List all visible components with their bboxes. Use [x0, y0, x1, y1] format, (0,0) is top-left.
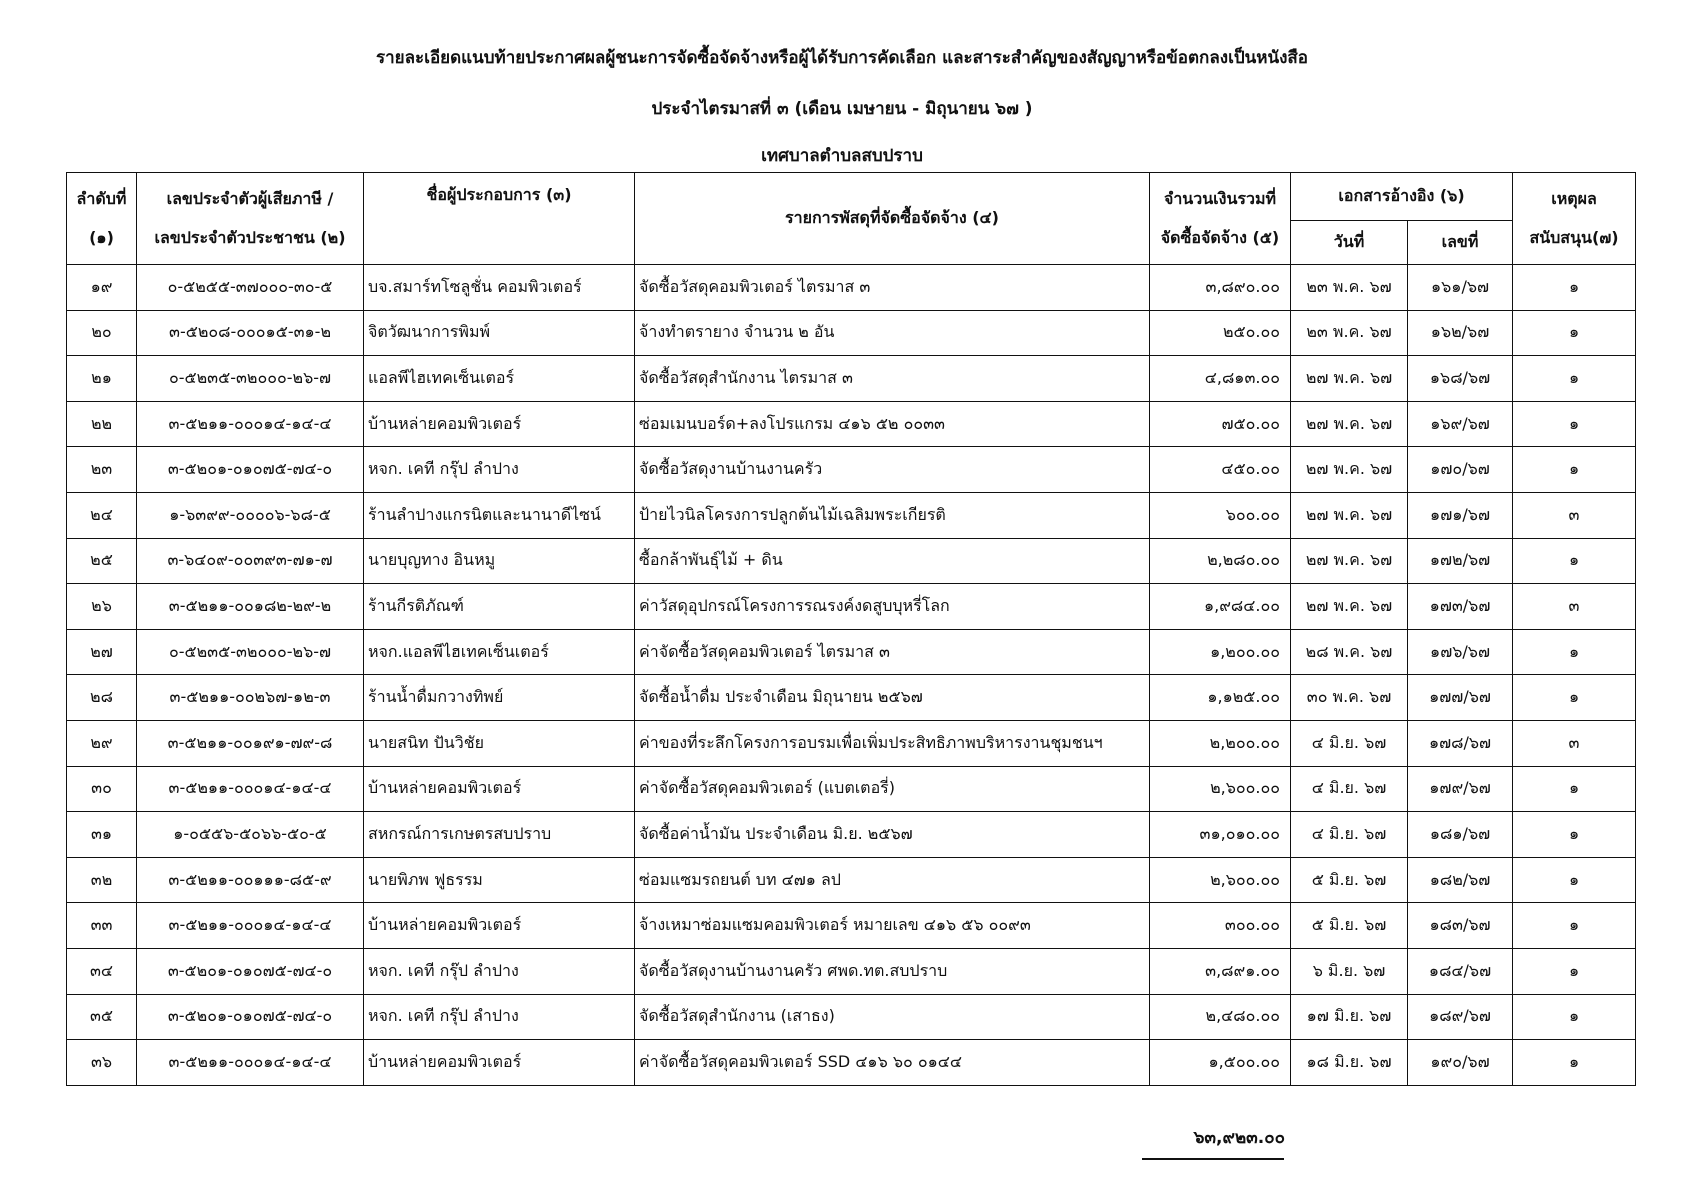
cell-amount: ๗๕๐.๐๐ — [1150, 401, 1291, 447]
cell-taxid: ๓-๕๒๐๑-๐๑๐๗๕-๗๔-๐ — [137, 948, 364, 994]
cell-amount: ๓,๘๙๐.๐๐ — [1150, 265, 1291, 311]
cell-no: ๓๕ — [67, 994, 137, 1040]
cell-reason: ๑ — [1513, 629, 1636, 675]
cell-taxid: ๓-๖๔๐๙-๐๐๓๙๓-๗๑-๗ — [137, 538, 364, 584]
header-amount: จำนวนเงินรวมที่ จัดซื้อจัดจ้าง (๕) — [1150, 173, 1291, 265]
cell-date: ๒๓ พ.ค. ๖๗ — [1291, 265, 1408, 311]
cell-amount: ๓,๘๙๑.๐๐ — [1150, 948, 1291, 994]
cell-vendor: แอลพีไฮเทคเซ็นเตอร์ — [364, 356, 635, 402]
cell-reason: ๑ — [1513, 401, 1636, 447]
cell-number: ๑๗๖/๖๗ — [1408, 629, 1513, 675]
cell-no: ๒๗ — [67, 629, 137, 675]
cell-item: จ้างเหมาซ่อมแซมคอมพิวเตอร์ หมายเลข ๔๑๖ ๕๖ ๐๐๙๓ — [635, 903, 1150, 949]
grand-total: ๖๓,๙๒๓.๐๐ — [1193, 1128, 1285, 1148]
cell-item: จัดซื้อน้ำดื่ม ประจำเดือน มิถุนายน ๒๕๖๗ — [635, 675, 1150, 721]
cell-vendor: บจ.สมาร์ทโซลูชั่น คอมพิวเตอร์ — [364, 265, 635, 311]
cell-vendor: ร้านลำปางแกรนิตและนานาดีไซน์ — [364, 492, 635, 538]
table-row — [67, 538, 1636, 584]
cell-no: ๓๒ — [67, 857, 137, 903]
cell-amount: ๒,๔๘๐.๐๐ — [1150, 994, 1291, 1040]
cell-number: ๑๖๑/๖๗ — [1408, 265, 1513, 311]
cell-date: ๒๗ พ.ค. ๖๗ — [1291, 492, 1408, 538]
table-row — [67, 492, 1636, 538]
header-reason: เหตุผล สนับสนุน(๗) — [1513, 173, 1636, 265]
cell-vendor: ร้านกีรติภัณฑ์ — [364, 584, 635, 630]
table-row — [67, 629, 1636, 675]
cell-number: ๑๗๐/๖๗ — [1408, 447, 1513, 493]
cell-date: ๔ มิ.ย. ๖๗ — [1291, 720, 1408, 766]
cell-no: ๓๑ — [67, 812, 137, 858]
cell-item: จัดซื้อวัสดุคอมพิวเตอร์ ไตรมาส ๓ — [635, 265, 1150, 311]
total-underline — [1142, 1158, 1284, 1160]
cell-date: ๒๗ พ.ค. ๖๗ — [1291, 538, 1408, 584]
cell-reason: ๑ — [1513, 1040, 1636, 1086]
cell-number: ๑๙๐/๖๗ — [1408, 1040, 1513, 1086]
cell-vendor: หจก. เคที กรุ๊ป ลำปาง — [364, 994, 635, 1040]
cell-amount: ๒,๖๐๐.๐๐ — [1150, 766, 1291, 812]
cell-number: ๑๗๘/๖๗ — [1408, 720, 1513, 766]
cell-number: ๑๗๗/๖๗ — [1408, 675, 1513, 721]
cell-vendor: บ้านหล่ายคอมพิวเตอร์ — [364, 1040, 635, 1086]
cell-no: ๓๔ — [67, 948, 137, 994]
cell-reason: ๑ — [1513, 766, 1636, 812]
cell-number: ๑๘๓/๖๗ — [1408, 903, 1513, 949]
cell-amount: ๖๐๐.๐๐ — [1150, 492, 1291, 538]
cell-taxid: ๓-๕๒๑๑-๐๐๐๑๔-๑๔-๔ — [137, 903, 364, 949]
table-row — [67, 310, 1636, 356]
table-row — [67, 766, 1636, 812]
cell-item: จัดซื้อวัสดุงานบ้านงานครัว ศพด.ทต.สบปราบ — [635, 948, 1150, 994]
cell-vendor: จิตวัฒนาการพิมพ์ — [364, 310, 635, 356]
cell-item: จัดซื้อค่าน้ำมัน ประจำเดือน มิ.ย. ๒๕๖๗ — [635, 812, 1150, 858]
cell-number: ๑๖๙/๖๗ — [1408, 401, 1513, 447]
cell-amount: ๒,๒๐๐.๐๐ — [1150, 720, 1291, 766]
cell-date: ๒๓ พ.ค. ๖๗ — [1291, 310, 1408, 356]
cell-date: ๔ มิ.ย. ๖๗ — [1291, 812, 1408, 858]
cell-vendor: นายสนิท ปันวิชัย — [364, 720, 635, 766]
cell-reason: ๓ — [1513, 720, 1636, 766]
cell-reason: ๑ — [1513, 265, 1636, 311]
cell-item: ซ่อมแซมรถยนต์ บท ๔๗๑ ลป — [635, 857, 1150, 903]
cell-taxid: ๓-๕๒๐๑-๐๑๐๗๕-๗๔-๐ — [137, 994, 364, 1040]
table-body — [67, 265, 1636, 1086]
table-row — [67, 401, 1636, 447]
cell-amount: ๔๕๐.๐๐ — [1150, 447, 1291, 493]
table-row — [67, 675, 1636, 721]
cell-number: ๑๖๘/๖๗ — [1408, 356, 1513, 402]
cell-reason: ๑ — [1513, 857, 1636, 903]
table-row — [67, 994, 1636, 1040]
procurement-table — [66, 172, 1636, 1086]
cell-date: ๑๘ มิ.ย. ๖๗ — [1291, 1040, 1408, 1086]
cell-reason: ๑ — [1513, 812, 1636, 858]
header-date: วันที่ — [1291, 221, 1408, 265]
cell-item: ซ่อมเมนบอร์ด+ลงโปรแกรม ๔๑๖ ๕๒ ๐๐๓๓ — [635, 401, 1150, 447]
cell-reason: ๓ — [1513, 492, 1636, 538]
cell-number: ๑๘๑/๖๗ — [1408, 812, 1513, 858]
cell-number: ๑๗๑/๖๗ — [1408, 492, 1513, 538]
cell-item: จัดซื้อวัสดุสำนักงาน (เสาธง) — [635, 994, 1150, 1040]
cell-item: จัดซื้อวัสดุสำนักงาน ไตรมาส ๓ — [635, 356, 1150, 402]
header-ref-doc: เอกสารอ้างอิง (๖) — [1291, 173, 1513, 221]
table-row — [67, 812, 1636, 858]
cell-no: ๒๙ — [67, 720, 137, 766]
cell-amount: ๔,๘๑๓.๐๐ — [1150, 356, 1291, 402]
cell-reason: ๑ — [1513, 356, 1636, 402]
cell-taxid: ๐-๕๒๕๕-๓๗๐๐๐-๓๐-๕ — [137, 265, 364, 311]
cell-item: ค่าจัดซื้อวัสดุคอมพิวเตอร์ ไตรมาส ๓ — [635, 629, 1150, 675]
cell-reason: ๑ — [1513, 948, 1636, 994]
cell-date: ๒๗ พ.ค. ๖๗ — [1291, 447, 1408, 493]
cell-number: ๑๘๙/๖๗ — [1408, 994, 1513, 1040]
header-vendor: ชื่อผู้ประกอบการ (๓) — [364, 173, 635, 265]
cell-vendor: นายบุญทาง อินหมู — [364, 538, 635, 584]
cell-vendor: บ้านหล่ายคอมพิวเตอร์ — [364, 903, 635, 949]
table-row — [67, 720, 1636, 766]
table-row — [67, 1040, 1636, 1086]
cell-no: ๓๐ — [67, 766, 137, 812]
cell-date: ๖ มิ.ย. ๖๗ — [1291, 948, 1408, 994]
cell-taxid: ๐-๕๒๓๕-๓๒๐๐๐-๒๖-๗ — [137, 356, 364, 402]
table-row — [67, 903, 1636, 949]
cell-date: ๒๗ พ.ค. ๖๗ — [1291, 356, 1408, 402]
cell-vendor: ร้านน้ำดื่มกวางทิพย์ — [364, 675, 635, 721]
cell-amount: ๑,๙๘๔.๐๐ — [1150, 584, 1291, 630]
table-row — [67, 356, 1636, 402]
cell-item: ค่าวัสดุอุปกรณ์โครงการรณรงค์งดสูบบุหรี่โลก — [635, 584, 1150, 630]
cell-no: ๒๘ — [67, 675, 137, 721]
header-item: รายการพัสดุที่จัดซื้อจัดจ้าง (๔) — [635, 173, 1150, 265]
document-title: รายละเอียดแนบท้ายประกาศผลผู้ชนะการจัดซื้อจัดจ้างหรือผู้ได้รับการคัดเลือก และสาระสำคัญของสัญญาหรือข้อตกลงเป็นหนังสือ — [375, 48, 1309, 68]
cell-amount: ๑,๒๐๐.๐๐ — [1150, 629, 1291, 675]
cell-taxid: ๓-๕๒๑๑-๐๐๒๖๗-๑๒-๓ — [137, 675, 364, 721]
cell-amount: ๒,๒๘๐.๐๐ — [1150, 538, 1291, 584]
cell-number: ๑๖๒/๖๗ — [1408, 310, 1513, 356]
cell-taxid: ๓-๕๒๑๑-๐๐๑๙๑-๗๙-๘ — [137, 720, 364, 766]
cell-no: ๓๖ — [67, 1040, 137, 1086]
cell-no: ๒๖ — [67, 584, 137, 630]
cell-date: ๒๗ พ.ค. ๖๗ — [1291, 584, 1408, 630]
cell-taxid: ๑-๖๓๙๙-๐๐๐๐๖-๖๘-๕ — [137, 492, 364, 538]
cell-date: ๕ มิ.ย. ๖๗ — [1291, 857, 1408, 903]
cell-item: จัดซื้อวัสดุงานบ้านงานครัว — [635, 447, 1150, 493]
table-row — [67, 265, 1636, 311]
cell-number: ๑๗๒/๖๗ — [1408, 538, 1513, 584]
table-row — [67, 584, 1636, 630]
cell-date: ๔ มิ.ย. ๖๗ — [1291, 766, 1408, 812]
cell-no: ๑๙ — [67, 265, 137, 311]
cell-no: ๒๐ — [67, 310, 137, 356]
cell-reason: ๑ — [1513, 447, 1636, 493]
cell-number: ๑๗๙/๖๗ — [1408, 766, 1513, 812]
cell-taxid: ๓-๕๒๑๑-๐๐๐๑๔-๑๔-๔ — [137, 401, 364, 447]
cell-vendor: หจก.แอลพีไฮเทคเซ็นเตอร์ — [364, 629, 635, 675]
cell-reason: ๑ — [1513, 675, 1636, 721]
cell-item: ซื้อกล้าพันธุ์ไม้ + ดิน — [635, 538, 1150, 584]
cell-amount: ๒,๖๐๐.๐๐ — [1150, 857, 1291, 903]
cell-date: ๕ มิ.ย. ๖๗ — [1291, 903, 1408, 949]
cell-number: ๑๗๓/๖๗ — [1408, 584, 1513, 630]
cell-number: ๑๘๒/๖๗ — [1408, 857, 1513, 903]
cell-amount: ๑,๕๐๐.๐๐ — [1150, 1040, 1291, 1086]
cell-amount: ๑,๑๒๕.๐๐ — [1150, 675, 1291, 721]
cell-reason: ๓ — [1513, 584, 1636, 630]
cell-amount: ๒๕๐.๐๐ — [1150, 310, 1291, 356]
cell-item: ค่าของที่ระลึกโครงการอบรมเพื่อเพิ่มประสิทธิภาพบริหารงานชุมชนฯ — [635, 720, 1150, 766]
cell-vendor: หจก. เคที กรุ๊ป ลำปาง — [364, 447, 635, 493]
table-row — [67, 948, 1636, 994]
cell-no: ๓๓ — [67, 903, 137, 949]
cell-reason: ๑ — [1513, 538, 1636, 584]
organization-name: เทศบาลตำบลสบปราบ — [761, 146, 923, 166]
header-taxid: เลขประจำตัวผู้เสียภาษี / เลขประจำตัวประชาชน (๒) — [137, 173, 364, 265]
cell-no: ๒๓ — [67, 447, 137, 493]
cell-amount: ๓๐๐.๐๐ — [1150, 903, 1291, 949]
cell-taxid: ๓-๕๒๑๑-๐๐๑๑๑-๘๕-๙ — [137, 857, 364, 903]
cell-taxid: ๑-๐๕๕๖-๕๐๖๖-๕๐-๕ — [137, 812, 364, 858]
cell-vendor: หจก. เคที กรุ๊ป ลำปาง — [364, 948, 635, 994]
cell-vendor: บ้านหล่ายคอมพิวเตอร์ — [364, 401, 635, 447]
cell-taxid: ๓-๕๒๑๑-๐๐๐๑๔-๑๔-๔ — [137, 1040, 364, 1086]
cell-vendor: สหกรณ์การเกษตรสบปราบ — [364, 812, 635, 858]
cell-vendor: นายพิภพ ฟูธรรม — [364, 857, 635, 903]
cell-date: ๑๗ มิ.ย. ๖๗ — [1291, 994, 1408, 1040]
cell-number: ๑๘๔/๖๗ — [1408, 948, 1513, 994]
cell-item: ป้ายไวนิลโครงการปลูกต้นไม้เฉลิมพระเกียรติ — [635, 492, 1150, 538]
cell-no: ๒๒ — [67, 401, 137, 447]
cell-vendor: บ้านหล่ายคอมพิวเตอร์ — [364, 766, 635, 812]
quarter-subtitle: ประจำไตรมาสที่ ๓ (เดือน เมษายน - มิถุนายน ๖๗ ) — [651, 99, 1033, 119]
table-row — [67, 857, 1636, 903]
cell-taxid: ๓-๕๒๐๑-๐๑๐๗๕-๗๔-๐ — [137, 447, 364, 493]
cell-taxid: ๐-๕๒๓๕-๓๒๐๐๐-๒๖-๗ — [137, 629, 364, 675]
header-number: เลขที่ — [1408, 221, 1513, 265]
cell-no: ๒๑ — [67, 356, 137, 402]
cell-reason: ๑ — [1513, 994, 1636, 1040]
cell-taxid: ๓-๕๒๑๑-๐๐๑๘๒-๒๙-๒ — [137, 584, 364, 630]
header-no: ลำดับที่ (๑) — [67, 173, 137, 265]
cell-reason: ๑ — [1513, 310, 1636, 356]
cell-no: ๒๕ — [67, 538, 137, 584]
cell-date: ๒๘ พ.ค. ๖๗ — [1291, 629, 1408, 675]
cell-taxid: ๓-๕๒๐๘-๐๐๐๑๕-๓๑-๒ — [137, 310, 364, 356]
cell-date: ๒๗ พ.ค. ๖๗ — [1291, 401, 1408, 447]
cell-date: ๓๐ พ.ค. ๖๗ — [1291, 675, 1408, 721]
cell-item: จ้างทำตรายาง จำนวน ๒ อัน — [635, 310, 1150, 356]
cell-item: ค่าจัดซื้อวัสดุคอมพิวเตอร์ (แบตเตอรี่) — [635, 766, 1150, 812]
table-row — [67, 447, 1636, 493]
cell-reason: ๑ — [1513, 903, 1636, 949]
cell-no: ๒๔ — [67, 492, 137, 538]
cell-amount: ๓๑,๐๑๐.๐๐ — [1150, 812, 1291, 858]
cell-item: ค่าจัดซื้อวัสดุคอมพิวเตอร์ SSD ๔๑๖ ๖๐ ๐๑๔๔ — [635, 1040, 1150, 1086]
cell-taxid: ๓-๕๒๑๑-๐๐๐๑๔-๑๔-๔ — [137, 766, 364, 812]
